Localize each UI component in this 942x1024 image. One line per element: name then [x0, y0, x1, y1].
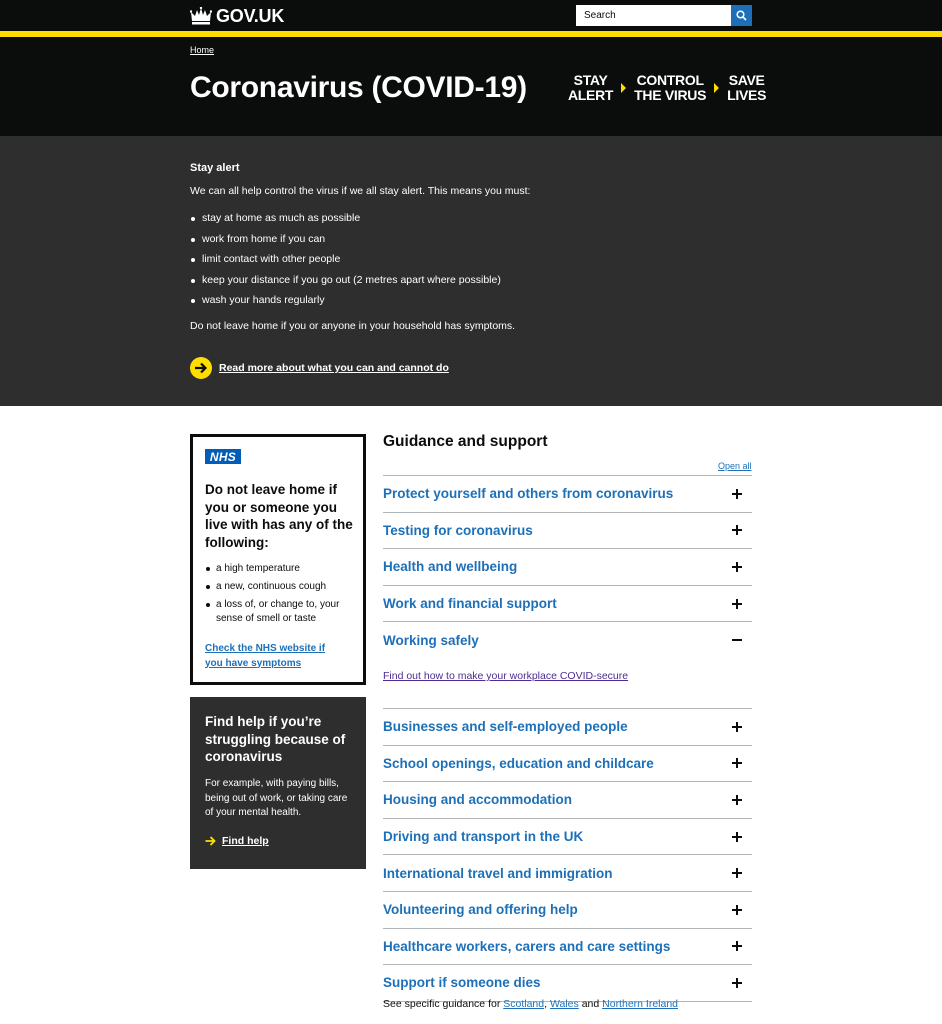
- northern-ireland-link[interactable]: Northern Ireland: [602, 998, 679, 1010]
- accordion-item[interactable]: [383, 745, 752, 782]
- search-icon: [736, 10, 747, 21]
- plus-icon: [730, 720, 744, 734]
- triangle-right-icon: [714, 83, 719, 93]
- read-more-cta[interactable]: [190, 357, 449, 379]
- accordion-label: Support if someone dies: [383, 975, 541, 991]
- minus-icon: [730, 633, 744, 647]
- nhs-logo: NHS: [205, 449, 241, 464]
- slogan-stay-alert: [568, 73, 613, 103]
- find-help-label: Find help: [222, 835, 269, 847]
- alert-list: [190, 212, 501, 315]
- nhs-heading: Do not leave home if you or someone you live with has any of the following:: [205, 482, 353, 550]
- accordion-item[interactable]: [383, 585, 752, 622]
- list-item: stay at home as much as possible: [190, 212, 501, 233]
- accordion-label: Protect yourself and others from coronavirus: [383, 486, 674, 502]
- guidance-accordion: [383, 475, 752, 1002]
- scotland-link[interactable]: Scotland: [503, 998, 545, 1010]
- list-item: keep your distance if you go out (2 metres apart where possible): [190, 274, 501, 295]
- accordion-item[interactable]: [383, 854, 752, 891]
- slogan-line: THE VIRUS: [634, 87, 707, 103]
- accordion-label: Working safely: [383, 632, 479, 648]
- open-all-button[interactable]: Open all: [718, 461, 752, 471]
- accordion-header[interactable]: [383, 622, 752, 658]
- arrow-right-circle-icon: [190, 357, 212, 379]
- specific-guidance: [383, 998, 678, 1010]
- accordion-label: Testing for coronavirus: [383, 522, 533, 538]
- plus-icon: [730, 523, 744, 537]
- slogan-save-lives: [727, 73, 766, 103]
- accordion-header[interactable]: [383, 513, 752, 549]
- accordion-header[interactable]: [383, 855, 752, 891]
- accordion-item[interactable]: [383, 475, 752, 512]
- list-item: wash your hands regularly: [190, 294, 501, 315]
- wales-link[interactable]: Wales: [549, 998, 579, 1010]
- accordion-item[interactable]: [383, 928, 752, 965]
- list-item: work from home if you can: [190, 233, 501, 254]
- stay-alert-section: [0, 136, 942, 406]
- triangle-right-icon: [621, 83, 626, 93]
- accordion-header[interactable]: [383, 782, 752, 818]
- page-title: Coronavirus (COVID-19): [190, 71, 527, 104]
- list-item: limit contact with other people: [190, 253, 501, 274]
- accordion-header[interactable]: [383, 965, 752, 1001]
- accordion-header[interactable]: [383, 819, 752, 855]
- help-heading: Find help if you’re struggling because of coronavirus: [205, 714, 346, 764]
- plus-icon: [730, 560, 744, 574]
- accordion-label: Health and wellbeing: [383, 559, 518, 575]
- slogan: [568, 73, 766, 103]
- crown-icon: [190, 7, 212, 25]
- hero-banner: [0, 37, 942, 136]
- accordion-label: Work and financial support: [383, 596, 557, 612]
- accordion-header[interactable]: [383, 586, 752, 622]
- accordion-label: Driving and transport in the UK: [383, 829, 584, 845]
- nhs-symptoms-link[interactable]: Check the NHS website if you have symptoms: [205, 643, 326, 669]
- alert-title: Stay alert: [190, 162, 240, 174]
- plus-icon: [730, 793, 744, 807]
- slogan-line: CONTROL: [636, 72, 704, 88]
- accordion-item[interactable]: [383, 708, 752, 745]
- symptoms-list: [205, 562, 355, 630]
- alert-intro: We can all help control the virus if we all stay alert. This means you must:: [190, 185, 531, 197]
- plus-icon: [730, 487, 744, 501]
- accordion-header[interactable]: [383, 929, 752, 965]
- accordion-item-expanded[interactable]: [383, 621, 752, 708]
- accordion-item[interactable]: [383, 891, 752, 928]
- search-input[interactable]: [576, 5, 731, 26]
- accordion-item[interactable]: [383, 512, 752, 549]
- accordion-item[interactable]: [383, 781, 752, 818]
- arrow-right-icon: [205, 836, 216, 846]
- search-form: [576, 5, 752, 26]
- find-help-box: [190, 697, 366, 869]
- accordion-item[interactable]: [383, 548, 752, 585]
- workplace-covid-secure-link[interactable]: Find out how to make your workplace COVID-secure: [383, 669, 629, 682]
- accordion-header[interactable]: [383, 892, 752, 928]
- and-word: and: [581, 998, 600, 1010]
- search-button[interactable]: [731, 5, 752, 26]
- list-item: a loss of, or change to, your sense of smell or taste: [205, 598, 355, 626]
- read-more-link[interactable]: Read more about what you can and cannot do: [219, 362, 449, 374]
- guidance-title: Guidance and support: [383, 433, 548, 450]
- site-header: [0, 0, 942, 32]
- specific-prefix: See specific guidance for: [383, 998, 501, 1010]
- nhs-symptoms-box: [190, 434, 366, 685]
- slogan-line: SAVE: [728, 72, 765, 88]
- plus-icon: [730, 939, 744, 953]
- comma: ,: [544, 998, 548, 1010]
- accordion-label: Housing and accommodation: [383, 792, 573, 808]
- slogan-line: LIVES: [727, 87, 767, 103]
- govuk-logo[interactable]: [190, 5, 284, 27]
- accordion-label: Healthcare workers, carers and care settings: [383, 938, 671, 954]
- accordion-header[interactable]: [383, 549, 752, 585]
- accordion-header[interactable]: [383, 746, 752, 782]
- slogan-line: ALERT: [568, 87, 614, 103]
- accordion-label: School openings, education and childcare: [383, 755, 654, 771]
- list-item: a new, continuous cough: [205, 580, 355, 594]
- accordion-content: [383, 658, 752, 708]
- find-help-link[interactable]: [205, 835, 269, 847]
- accordion-label: International travel and immigration: [383, 865, 613, 881]
- accordion-label: Businesses and self-employed people: [383, 719, 628, 735]
- logo-text: GOV.UK: [216, 5, 285, 26]
- plus-icon: [730, 597, 744, 611]
- accordion-label: Volunteering and offering help: [383, 902, 578, 918]
- plus-icon: [730, 976, 744, 990]
- slogan-control-virus: [634, 73, 706, 103]
- list-item: a high temperature: [205, 562, 355, 576]
- help-text: For example, with paying bills, being out of work, or taking care of your mental health.: [205, 778, 348, 818]
- breadcrumb-home[interactable]: Home: [190, 45, 215, 55]
- plus-icon: [730, 866, 744, 880]
- alert-outro: Do not leave home if you or anyone in your household has symptoms.: [190, 320, 516, 332]
- plus-icon: [730, 756, 744, 770]
- accordion-header[interactable]: [383, 709, 752, 745]
- slogan-line: STAY: [573, 72, 608, 88]
- accordion-header[interactable]: [383, 476, 752, 512]
- plus-icon: [730, 903, 744, 917]
- plus-icon: [730, 830, 744, 844]
- accordion-item[interactable]: [383, 964, 752, 1002]
- accordion-item[interactable]: [383, 818, 752, 855]
